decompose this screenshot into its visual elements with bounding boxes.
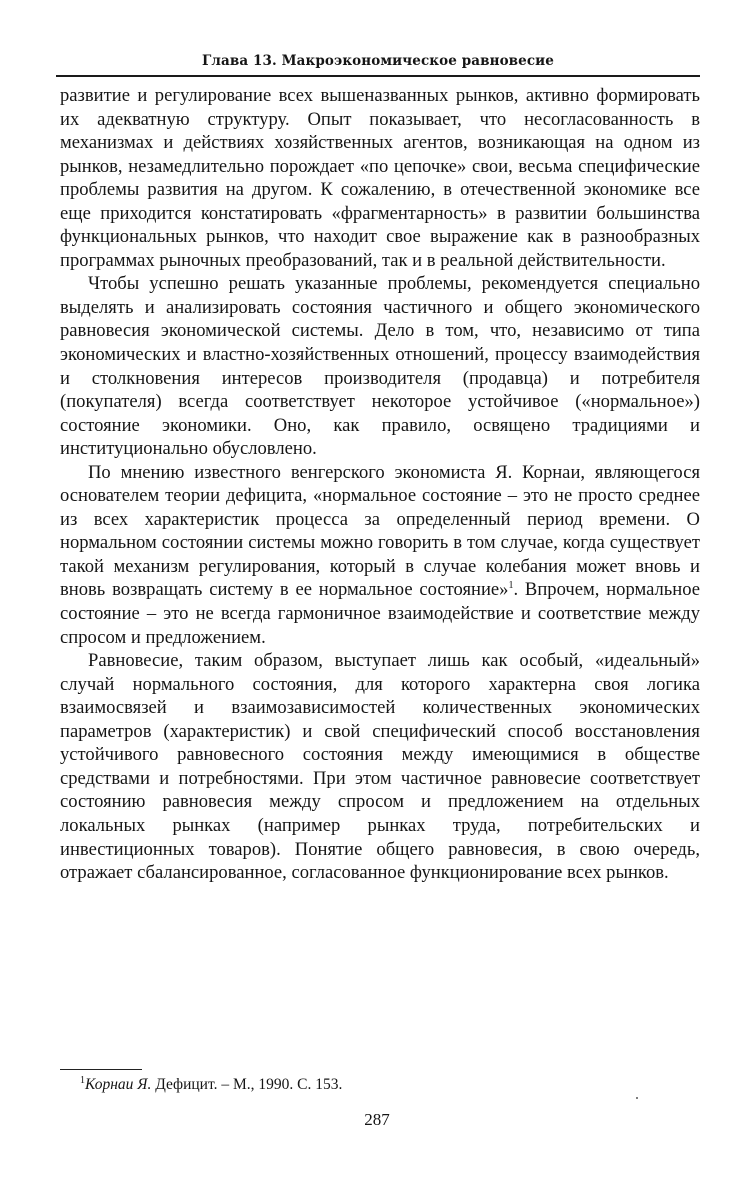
paragraph-3-text: По мнению известного венгерского экономиста Я. Корнаи, являющегося основателем теории дефицита, «нормальное состояние – это не просто среднее из всех характеристик процесса за определенный период времени. О нормальном состоянии системы можно говорить в том случае, когда существует такой механизм регулирования, который в случае колебания может вновь и вновь возвращать систему в ее нормальное состояние»: [60, 461, 700, 601]
footnote: [80, 1075, 342, 1095]
paragraph-4: Равновесие, таким образом, выступает лишь как особый, «идеальный» случай нормального состояния, для которого характерна своя логика взаимосвязей и взаимозависимостей количественных экономических параметров (характеристик) и свой специфический способ восстановления устойчивого равновесного состояния между имеющимися в обществе средствами и потребностями. При этом частичное равновесие соответствует состоянию равновесия между спросом и предложением на отдельных локальных рынках (например рынках труда, потребительских и инвестиционных товаров). Понятие общего равновесия, в свою очередь, отражает сбалансированное, согласованное функционирование всех рынков.: [60, 650, 700, 884]
paragraph-3: [60, 461, 700, 649]
footnote-reference[interactable]: 1: [508, 580, 514, 592]
chapter-title: Глава 13. Макроэкономическое равновесие: [202, 53, 554, 69]
scan-speck: [636, 1097, 638, 1099]
footnote-author: Корнаи Я.: [85, 1076, 152, 1093]
paragraph-3-tail: . Впрочем, нормальное состояние – это не всегда гармоничное взаимодействие и соответствие между спросом и предложением.: [60, 579, 700, 648]
page-number: 287: [364, 1110, 390, 1129]
footnote-divider: [60, 1069, 142, 1070]
paragraph-2: Чтобы успешно решать указанные проблемы, рекомендуется специально выделять и анализировать состояния частичного и общего экономического равновесия экономической системы. Дело в том, что, независимо от типа экономических и властно-хозяйственных отношений, процессу взаимодействия и столкновения интересов производителя (продавца) и потребителя (покупателя) всегда соответствует некоторое устойчивое («нормальное») состояние экономики. Оно, как правило, освящено традициями и институционально обусловлено.: [60, 273, 700, 460]
main-text: [60, 84, 700, 885]
footnote-text: Дефицит. – М., 1990. С. 153.: [151, 1076, 343, 1093]
running-header: [56, 49, 700, 77]
paragraph-1: развитие и регулирование всех вышеназванных рынков, активно формировать их адекватную структуру. Опыт показывает, что несогласованность в механизмах и действиях хозяйственных агентов, возникающая на одном из рынков, незамедлительно порождает «по цепочке» свои, весьма специфические проблемы развития на другом. К сожалению, в отечественной экономике все еще приходится констатировать «фрагментарность» в развитии большинства функциональных рынков, что находит свое выражение как в разнообразных программах рыночных преобразований, так и в реальной действительности.: [60, 85, 700, 271]
footnote-marker: 1: [80, 1074, 85, 1086]
